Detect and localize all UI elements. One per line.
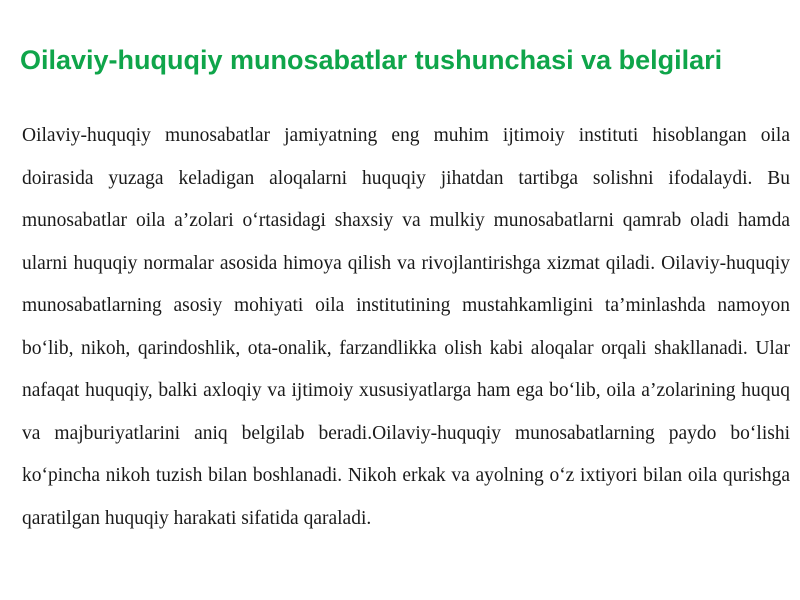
slide-title: Oilaviy-huquqiy munosabatlar tushunchasi va belgilari bbox=[20, 45, 723, 75]
slide-body-paragraph: Oilaviy-huquqiy munosabatlar jamiyatning eng muhim ijtimoiy instituti hisoblangan oila doirasida yuzaga keladigan aloqalarni huquqiy jihatdan tartibga solishni ifodalaydi. Bu munosabatlar oila a’zolari o‘rtasidagi shaxsiy va mulkiy munosabatlarni qamrab oladi hamda ularni huquqiy normalar asosida himoya qilish va rivojlantirishga xizmat qiladi. Oilaviy-huquqiy munosabatlarning asosiy mohiyati oila institutining mustahkamligini ta’minlashda namoyon bo‘lib, nikoh, qarindoshlik, ota-onalik, farzandlikka olish kabi aloqalar orqali shakllanadi. Ular nafaqat huquqiy, balki axloqiy va ijtimoiy xususiyatlarga ham ega bo‘lib, oila a’zolarining huquq va majburiyatlarini aniq belgilab beradi.Oilaviy-huquqiy munosabatlarning paydo bo‘lishi ko‘pincha nikoh tuzish bilan boshlanadi. Nikoh erkak va ayolning o‘z ixtiyori bilan oila qurishga qaratilgan huquqiy harakati sifatida qaraladi. bbox=[22, 125, 790, 529]
